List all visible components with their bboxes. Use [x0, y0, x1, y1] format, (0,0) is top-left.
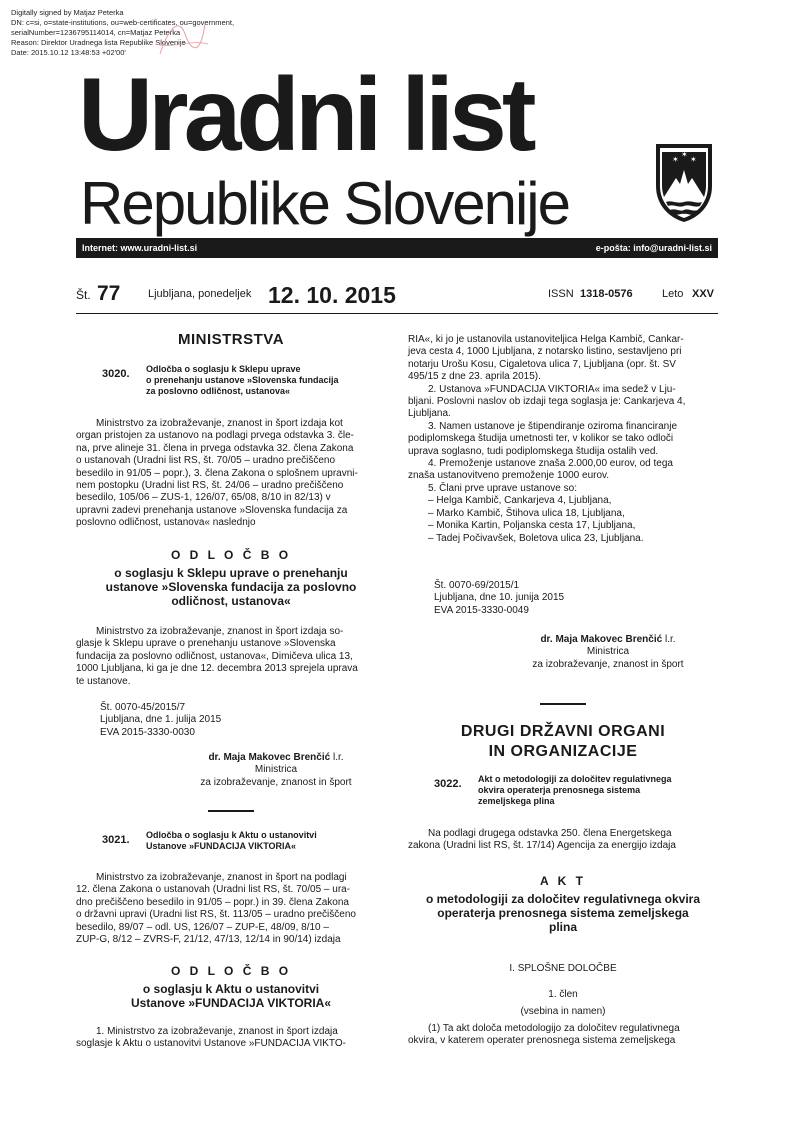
internet-link[interactable]: Internet: www.uradni-list.si — [82, 243, 198, 253]
header-rule — [76, 313, 718, 314]
signature-block: dr. Maja Makovec Brenčić l.r. Ministrica za izobraževanje, znanost in šport — [200, 752, 352, 788]
article-title: Odločba o soglasju k Aktu o ustanovitvi Ustanove »FUNDACIJA VIKTORIA« — [146, 830, 317, 851]
masthead-title: Uradni list — [78, 57, 532, 173]
article-number: 3021. — [102, 834, 130, 846]
issue-date: 12. 10. 2015 — [268, 282, 396, 308]
section-title-drugi-organi: DRUGI DRŽAVNI ORGANI IN ORGANIZACIJE — [460, 723, 666, 760]
issue-place: Ljubljana, ponedeljek — [148, 288, 252, 300]
section-title-ministrstva: MINISTRSTVA — [177, 331, 285, 348]
decision-subtitle: o soglasju k Aktu o ustanovitvi Ustanove »FUNDACIJA VIKTORIA« — [130, 982, 332, 1010]
slovenia-coat-of-arms-icon — [652, 140, 716, 224]
decision-subtitle: o soglasju k Sklepu uprave o prenehanju ustanove »Slovenska fundacija za poslovno odličnost, ustanova« — [105, 566, 357, 608]
issue-header — [76, 282, 718, 312]
article-title: Akt o metodologiji za določitev regulativnega okvira operaterja prenosnega sistema zemeljskega plina — [478, 774, 672, 806]
clause-title: (vsebina in namen) — [520, 1006, 606, 1017]
article-title: Odločba o soglasju k Sklepu uprave o prenehanju ustanove »Slovenska fundacija za poslovno odličnost, ustanova« — [146, 364, 339, 396]
decision-heading: O D L O Č B O — [170, 548, 292, 562]
svg-text:✶: ✶ — [681, 150, 688, 159]
reference-block: Št. 0070-69/2015/1 Ljubljana, dne 10. junija 2015 EVA 2015-3330-0049 — [434, 580, 565, 616]
article-body: Ministrstvo za izobraževanje, znanost in šport na podlagi 12. člena Zakona o ustanovah (Uradni list RS, št. 70/05 – ura- dno prečiščeno besedilo in 91/05 – popr.) in 39. člena Zakona o državni upravi (Uradni list RS, št. 113/05 – uradno prečiščeno besedilo, 89/07 – odl. US, 126/07 – ZUP-E, 48/09, 8/10 – ZUP-G, 8/12 – ZVRS-F, 21/12, 47/13, 12/14 in 90/14) izdaja — [76, 872, 356, 946]
signature-block: dr. Maja Makovec Brenčić l.r. Ministrica za izobraževanje, znanost in šport — [532, 634, 684, 670]
article-number: 3020. — [102, 368, 130, 380]
year-label: Leto — [662, 288, 684, 300]
issn-label: ISSN — [548, 288, 574, 300]
svg-text:✶: ✶ — [690, 155, 697, 164]
separator — [540, 703, 586, 705]
clause-number: 1. člen — [548, 989, 578, 1000]
digital-signature: Digitally signed by Matjaz Peterka DN: c=si, o=state-institutions, ou=web-certificates, ou=government, serialNumber=1236795114014, cn=Matjaz Peterka Reason: Direktor Uradnega lista Republike Slovenije Date: 2015.10.12 13:48:53 +02'00' — [11, 8, 235, 57]
svg-text:✶: ✶ — [672, 155, 679, 164]
article-body: (1) Ta akt določa metodologijo za določitev regulativnega okvira, v katerem operater prenosnega sistema zemeljskega — [408, 1023, 680, 1047]
article-body: RIA«, ki jo je ustanovila ustanoviteljica Helga Kambič, Cankar- jeva cesta 4, 1000 Ljubljana, z notarsko listino, sestavljeno pri notarju Urošu Kosu, Cigaletova ulica 7, Ljubljana (opr. št. SV 495/15 z dne 23. aprila 2015). 2. Ustanova »FUNDACIJA VIKTORIA« ima sedež v Lju- bljani. Poslovni naslov ob izdaji tega soglasja je: Cankarjeva 4, Ljubljana. 3. Namen ustanove je štipendiranje oziroma financiranje podiplomskega študija umetnosti ter, v kolikor se tako odloči uprava soglasno, tudi podiplomskega študija ostalih ved. 4. Premoženje ustanove znaša 2.000,00 eurov, od tega znaša ustanovitveno premoženje 1000 eurov. 5. Člani prve uprave ustanove so: – Helga Kambič, Cankarjeva 4, Ljubljana, – Marko Kambič, Štihova ulica 18, Ljubljana, – Monika Kartin, Poljanska cesta 17, Ljubljana, – Tadej Počivavšek, Boletova ulica 23, Ljubljana. — [408, 334, 686, 544]
email-link[interactable]: e-pošta: info@uradni-list.si — [595, 243, 712, 253]
article-body: Ministrstvo za izobraževanje, znanost in šport izdaja so- glasje k Sklepu uprave o prenehanju ustanove »Slovenska fundacija za poslovno odličnost, ustanova«, Dimičeva ulica 13, 1000 Ljubljana, ki ga je dne 12. decembra 2013 sprejela uprava te ustanove. — [76, 626, 358, 687]
article-body: Ministrstvo za izobraževanje, znanost in šport izdaja kot organ pristojen za ustanovo na podlagi prvega odstavka 3. čle- na, prve alineje 31. člena in prvega odstavka 32. člena Zakona o ustanovah (Uradni list RS, št. 70/05 – uradno prečiščeno besedilo in 91/05 – popr.), 3. člena Zakona o splošnem upravni- nem postopku (Uradni list RS, št. 24/06 – uradno prečiščeno besedilo, 105/06 – ZUS-1, 126/07, 65/08, 8/10 in 82/13) v upravni zadevi prenehanja ustanove »Slovenska fundacija za poslovno odličnost, ustanova« naslednjo — [76, 418, 358, 529]
decision-heading: O D L O Č B O — [170, 964, 292, 978]
article-number: 3022. — [434, 778, 462, 790]
issn-value: 1318-0576 — [580, 288, 633, 300]
act-subtitle: o metodologiji za določitev regulativnega okvira operaterja prenosnega sistema zemeljskega plina — [425, 892, 701, 934]
separator — [208, 810, 254, 812]
reference-block: Št. 0070-45/2015/7 Ljubljana, dne 1. julija 2015 EVA 2015-3330-0030 — [100, 702, 222, 738]
article-body: Na podlagi drugega odstavka 250. člena Energetskega zakona (Uradni list RS, št. 17/14) Agencija za energijo izdaja — [408, 828, 676, 852]
chapter-heading: I. SPLOŠNE DOLOČBE — [509, 963, 617, 974]
act-heading: A K T — [540, 874, 586, 888]
year-value: XXV — [692, 288, 715, 300]
masthead-subtitle: Republike Slovenije — [80, 170, 569, 237]
issue-number-label: Št. — [76, 288, 91, 302]
issue-number: 77 — [97, 282, 121, 305]
masthead-bar — [76, 238, 718, 258]
article-body: 1. Ministrstvo za izobraževanje, znanost in šport izdaja soglasje k Aktu o ustanovitvi Ustanove »FUNDACIJA VIKTO- — [76, 1026, 346, 1050]
